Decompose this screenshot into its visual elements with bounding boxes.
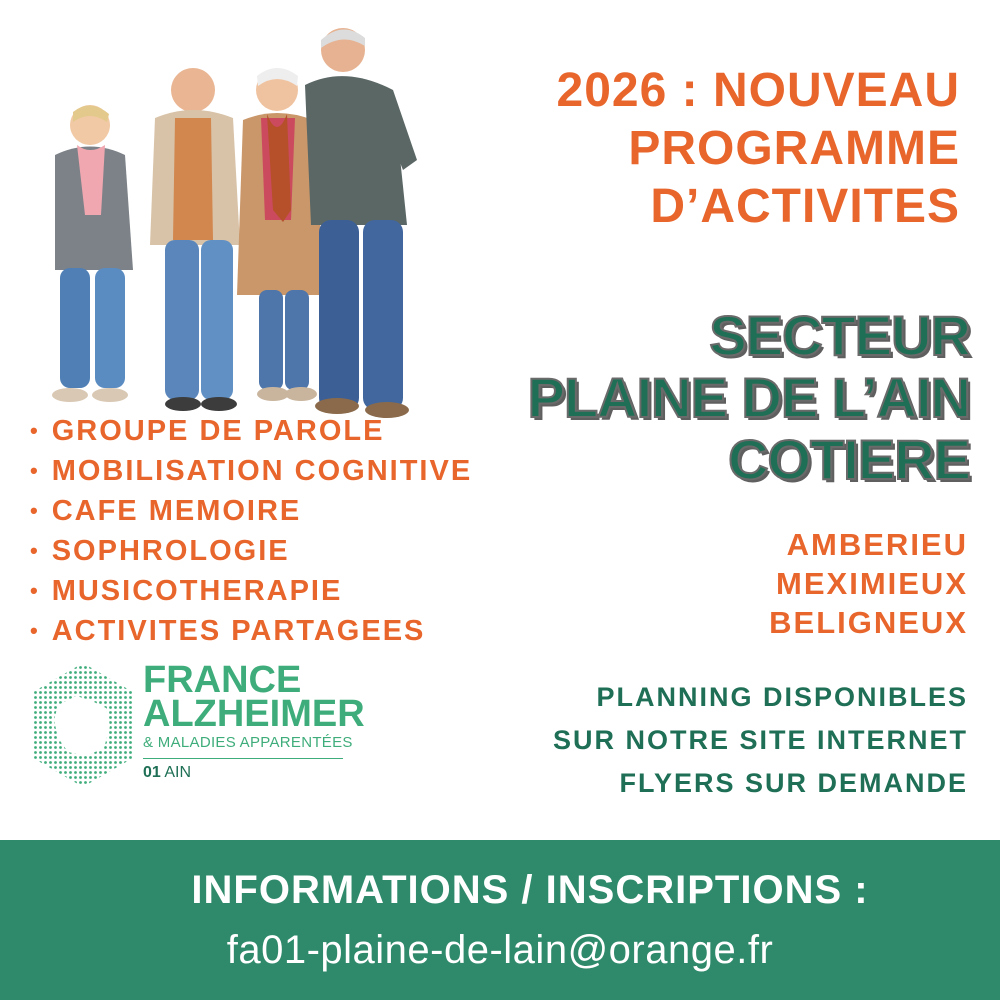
activity-item: • MUSICOTHERAPIE <box>30 572 472 612</box>
headline-line-2: PROGRAMME <box>628 122 960 175</box>
town-item: MEXIMIEUX <box>776 566 968 601</box>
contact-email: fa01-plaine-de-lain@orange.fr <box>226 928 774 972</box>
footer-banner <box>0 840 1000 1000</box>
headline <box>440 62 960 236</box>
person-1 <box>52 105 133 402</box>
activity-item: • ACTIVITES PARTAGEES <box>30 612 472 652</box>
person-4 <box>305 28 417 418</box>
activity-item: • MOBILISATION COGNITIVE <box>30 452 472 492</box>
logo-tagline: & MALADIES APPARENTÉES <box>143 734 353 751</box>
sector-line-3: COTIERE <box>728 428 970 491</box>
activity-item: • SOPHROLOGIE <box>30 532 472 572</box>
logo-department <box>143 764 191 782</box>
activities-list <box>30 412 472 652</box>
headline-line-3: D’ACTIVITES <box>650 180 960 233</box>
planning-line: PLANNING DISPONIBLES <box>596 682 968 712</box>
planning-info <box>553 676 968 805</box>
logo-brand-line-2: ALZHEIMER <box>143 693 365 735</box>
logo-dept-name: AIN <box>164 764 192 781</box>
footer-title: INFORMATIONS / INSCRIPTIONS : <box>191 868 869 912</box>
person-2 <box>150 68 240 411</box>
logo-divider <box>143 758 343 759</box>
towns-list <box>769 525 968 642</box>
planning-line: SUR NOTRE SITE INTERNET <box>552 725 968 755</box>
sector-title <box>410 305 970 491</box>
town-item: BELIGNEUX <box>769 605 968 640</box>
sector-line-1: SECTEUR <box>709 304 970 367</box>
logo-dept-number: 01 <box>143 764 161 781</box>
town-item: AMBERIEU <box>786 527 968 562</box>
france-alzheimer-logo <box>28 660 398 800</box>
activity-item: • CAFE MEMOIRE <box>30 492 472 532</box>
activity-item: • GROUPE DE PAROLE <box>30 412 472 452</box>
seniors-walking-photo <box>15 10 435 420</box>
sector-line-2: PLAINE DE L’AIN <box>527 366 970 429</box>
headline-line-1: 2026 : NOUVEAU <box>556 64 960 117</box>
logo-brand-line-1: FRANCE <box>143 659 302 701</box>
hexagon-france-map-icon <box>28 660 138 790</box>
planning-line: FLYERS SUR DEMANDE <box>619 768 968 798</box>
